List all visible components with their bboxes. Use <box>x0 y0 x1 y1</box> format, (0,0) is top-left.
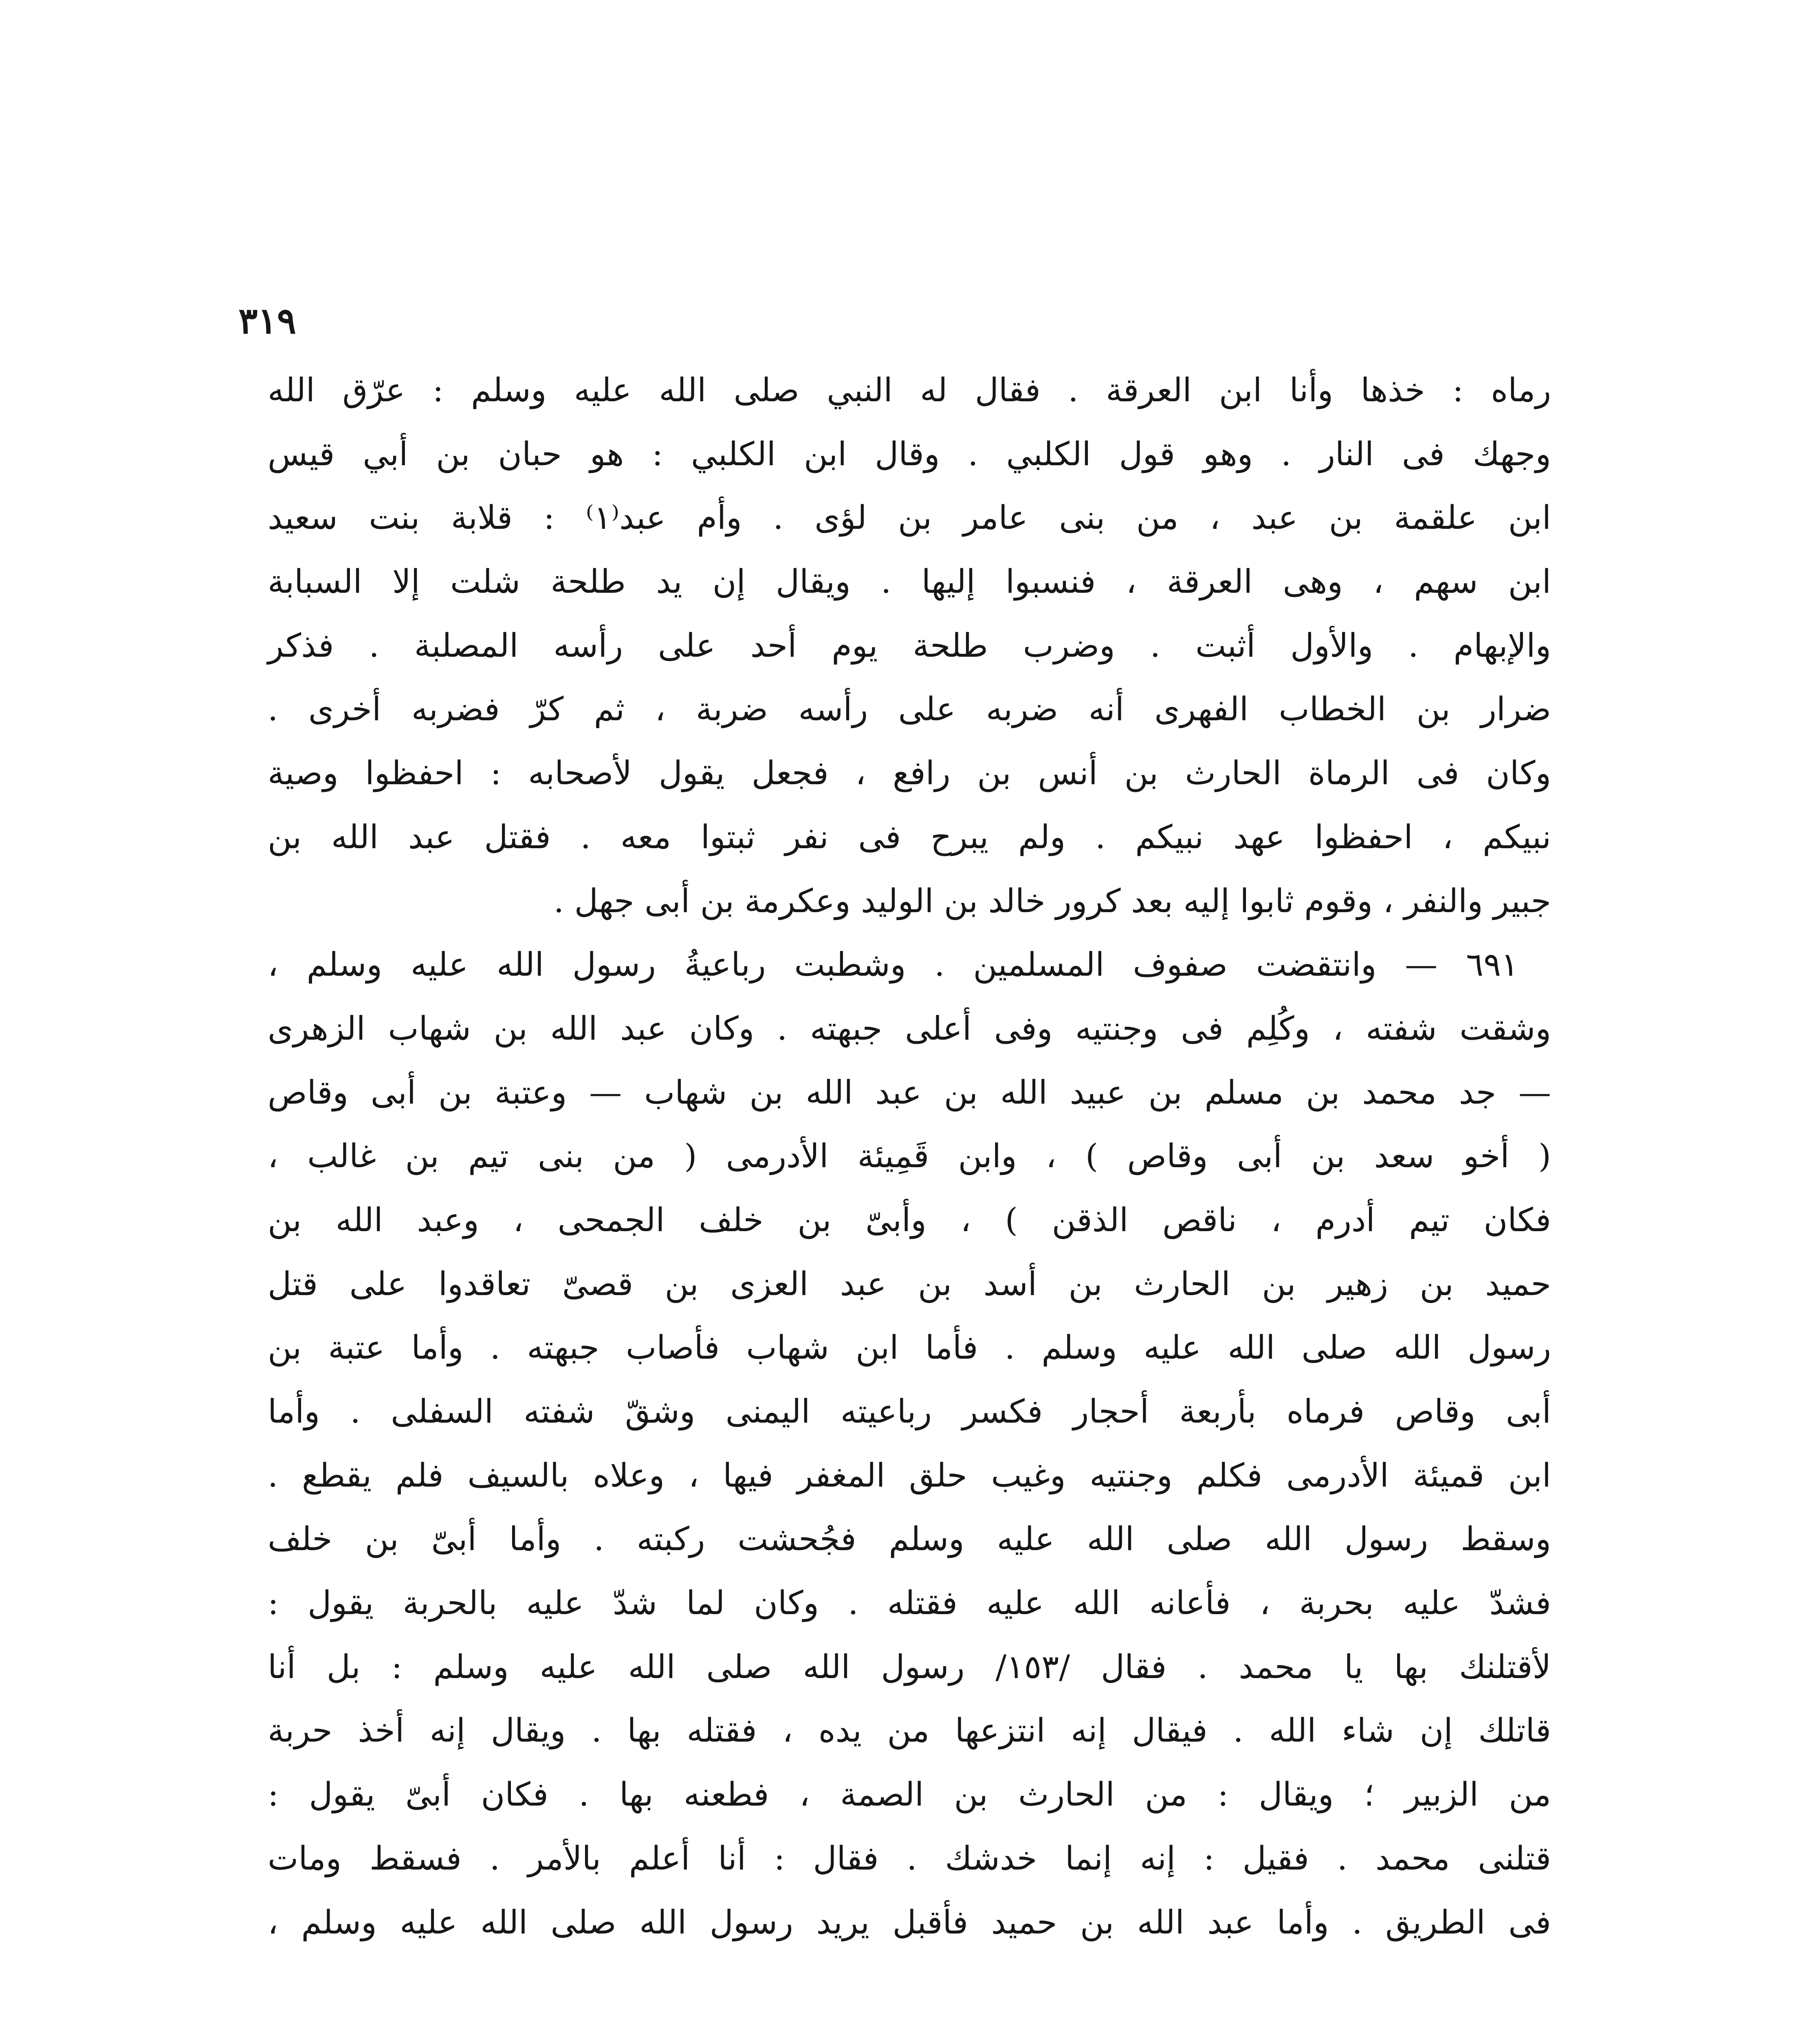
text-line: جبير والنفر ، وقوم ثابوا إليه بعد كرور خالد بن الوليد وعكرمة بن أبى جهل . <box>553 882 1551 920</box>
text-line: فكان تيم أدرم ، ناقص الذقن ) ، وأبىّ بن خلف الجمحى ، وعبد الله بن <box>268 1201 1551 1239</box>
text-line: — جد محمد بن مسلم بن عبيد الله بن عبد الله بن شهاب — وعتبة بن أبى وقاص <box>268 1073 1551 1111</box>
main-text <box>268 359 1551 1954</box>
text-line: رماه : خذها وأنا ابن العرقة . فقال له النبي صلى الله عليه وسلم : عرّق الله <box>268 371 1551 409</box>
text-line: والإبهام . والأول أثبت . وضرب طلحة يوم أحد على رأسه المصلبة . فذكر <box>268 626 1551 664</box>
text-line: رسول الله صلى الله عليه وسلم . فأما ابن شهاب فأصاب جبهته . وأما عتبة بن <box>268 1329 1552 1367</box>
text-line: أبى وقاص فرماه بأربعة أحجار فكسر رباعيته اليمنى وشقّ شفته السفلى . وأما <box>268 1392 1551 1430</box>
text-line: وجهك فى النار . وهو قول الكلبي . وقال ابن الكلبي : هو حبان بن أبي قيس <box>268 435 1551 473</box>
text-line: وشقت شفته ، وكُلِم فى وجنتيه وفى أعلى جبهته . وكان عبد الله بن شهاب الزهرى <box>268 1009 1551 1047</box>
paragraph-start-line: ٦٩١ — وانتقضت صفوف المسلمين . وشطبت رباعيةُ رسول الله عليه وسلم ، <box>268 946 1519 984</box>
text-line: قتلنى محمد . فقيل : إنه إنما خدشك . فقال : أنا أعلم بالأمر . فسقط ومات <box>268 1839 1551 1877</box>
text-line: لأقتلنك بها يا محمد . فقال /١٥٣/ رسول الله صلى الله عليه وسلم : بل أنا <box>268 1648 1552 1686</box>
text-line: فى الطريق . وأما عبد الله بن حميد فأقبل يريد رسول الله صلى الله عليه وسلم ، <box>268 1903 1551 1941</box>
text-line: ضرار بن الخطاب الفهرى أنه ضربه على رأسه ضربة ، ثم كرّ فضربه أخرى . <box>268 690 1551 728</box>
text-line: حميد بن زهير بن الحارث بن أسد بن عبد العزى بن قصىّ تعاقدوا على قتل <box>268 1265 1551 1303</box>
text-line: ابن علقمة بن عبد ، من بنى عامر بن لؤى . وأم عبد⁽١⁾ : قلابة بنت سعيد <box>268 499 1551 537</box>
text-line: نبيكم ، احفظوا عهد نبيكم . ولم يبرح فى نفر ثبتوا معه . فقتل عبد الله بن <box>268 818 1551 856</box>
text-line: ابن سهم ، وهى العرقة ، فنسبوا إليها . ويقال إن يد طلحة شلت إلا السبابة <box>268 563 1551 601</box>
text-line: قاتلك إن شاء الله . فيقال إنه انتزعها من يده ، فقتله بها . ويقال إنه أخذ حربة <box>268 1711 1551 1750</box>
text-line: ابن قميئة الأدرمى فكلم وجنتيه وغيب حلق المغفر فيها ، وعلاه بالسيف فلم يقطع . <box>268 1456 1551 1494</box>
text-line: وكان فى الرماة الحارث بن أنس بن رافع ، فجعل يقول لأصحابه : احفظوا وصية <box>268 754 1552 792</box>
text-line: ( أخو سعد بن أبى وقاص ) ، وابن قَمِيئة الأدرمى ( من بنى تيم بن غالب ، <box>268 1137 1552 1175</box>
page-number: ٣١٩ <box>238 299 296 342</box>
text-line: وسقط رسول الله صلى الله عليه وسلم فجُحشت ركبته . وأما أبىّ بن خلف <box>268 1520 1551 1558</box>
text-line: من الزبير ؛ ويقال : من الحارث بن الصمة ، فطعنه بها . فكان أبىّ يقول : <box>268 1775 1551 1814</box>
text-line: فشدّ عليه بحربة ، فأعانه الله عليه فقتله . وكان لما شدّ عليه بالحربة يقول : <box>268 1584 1552 1622</box>
